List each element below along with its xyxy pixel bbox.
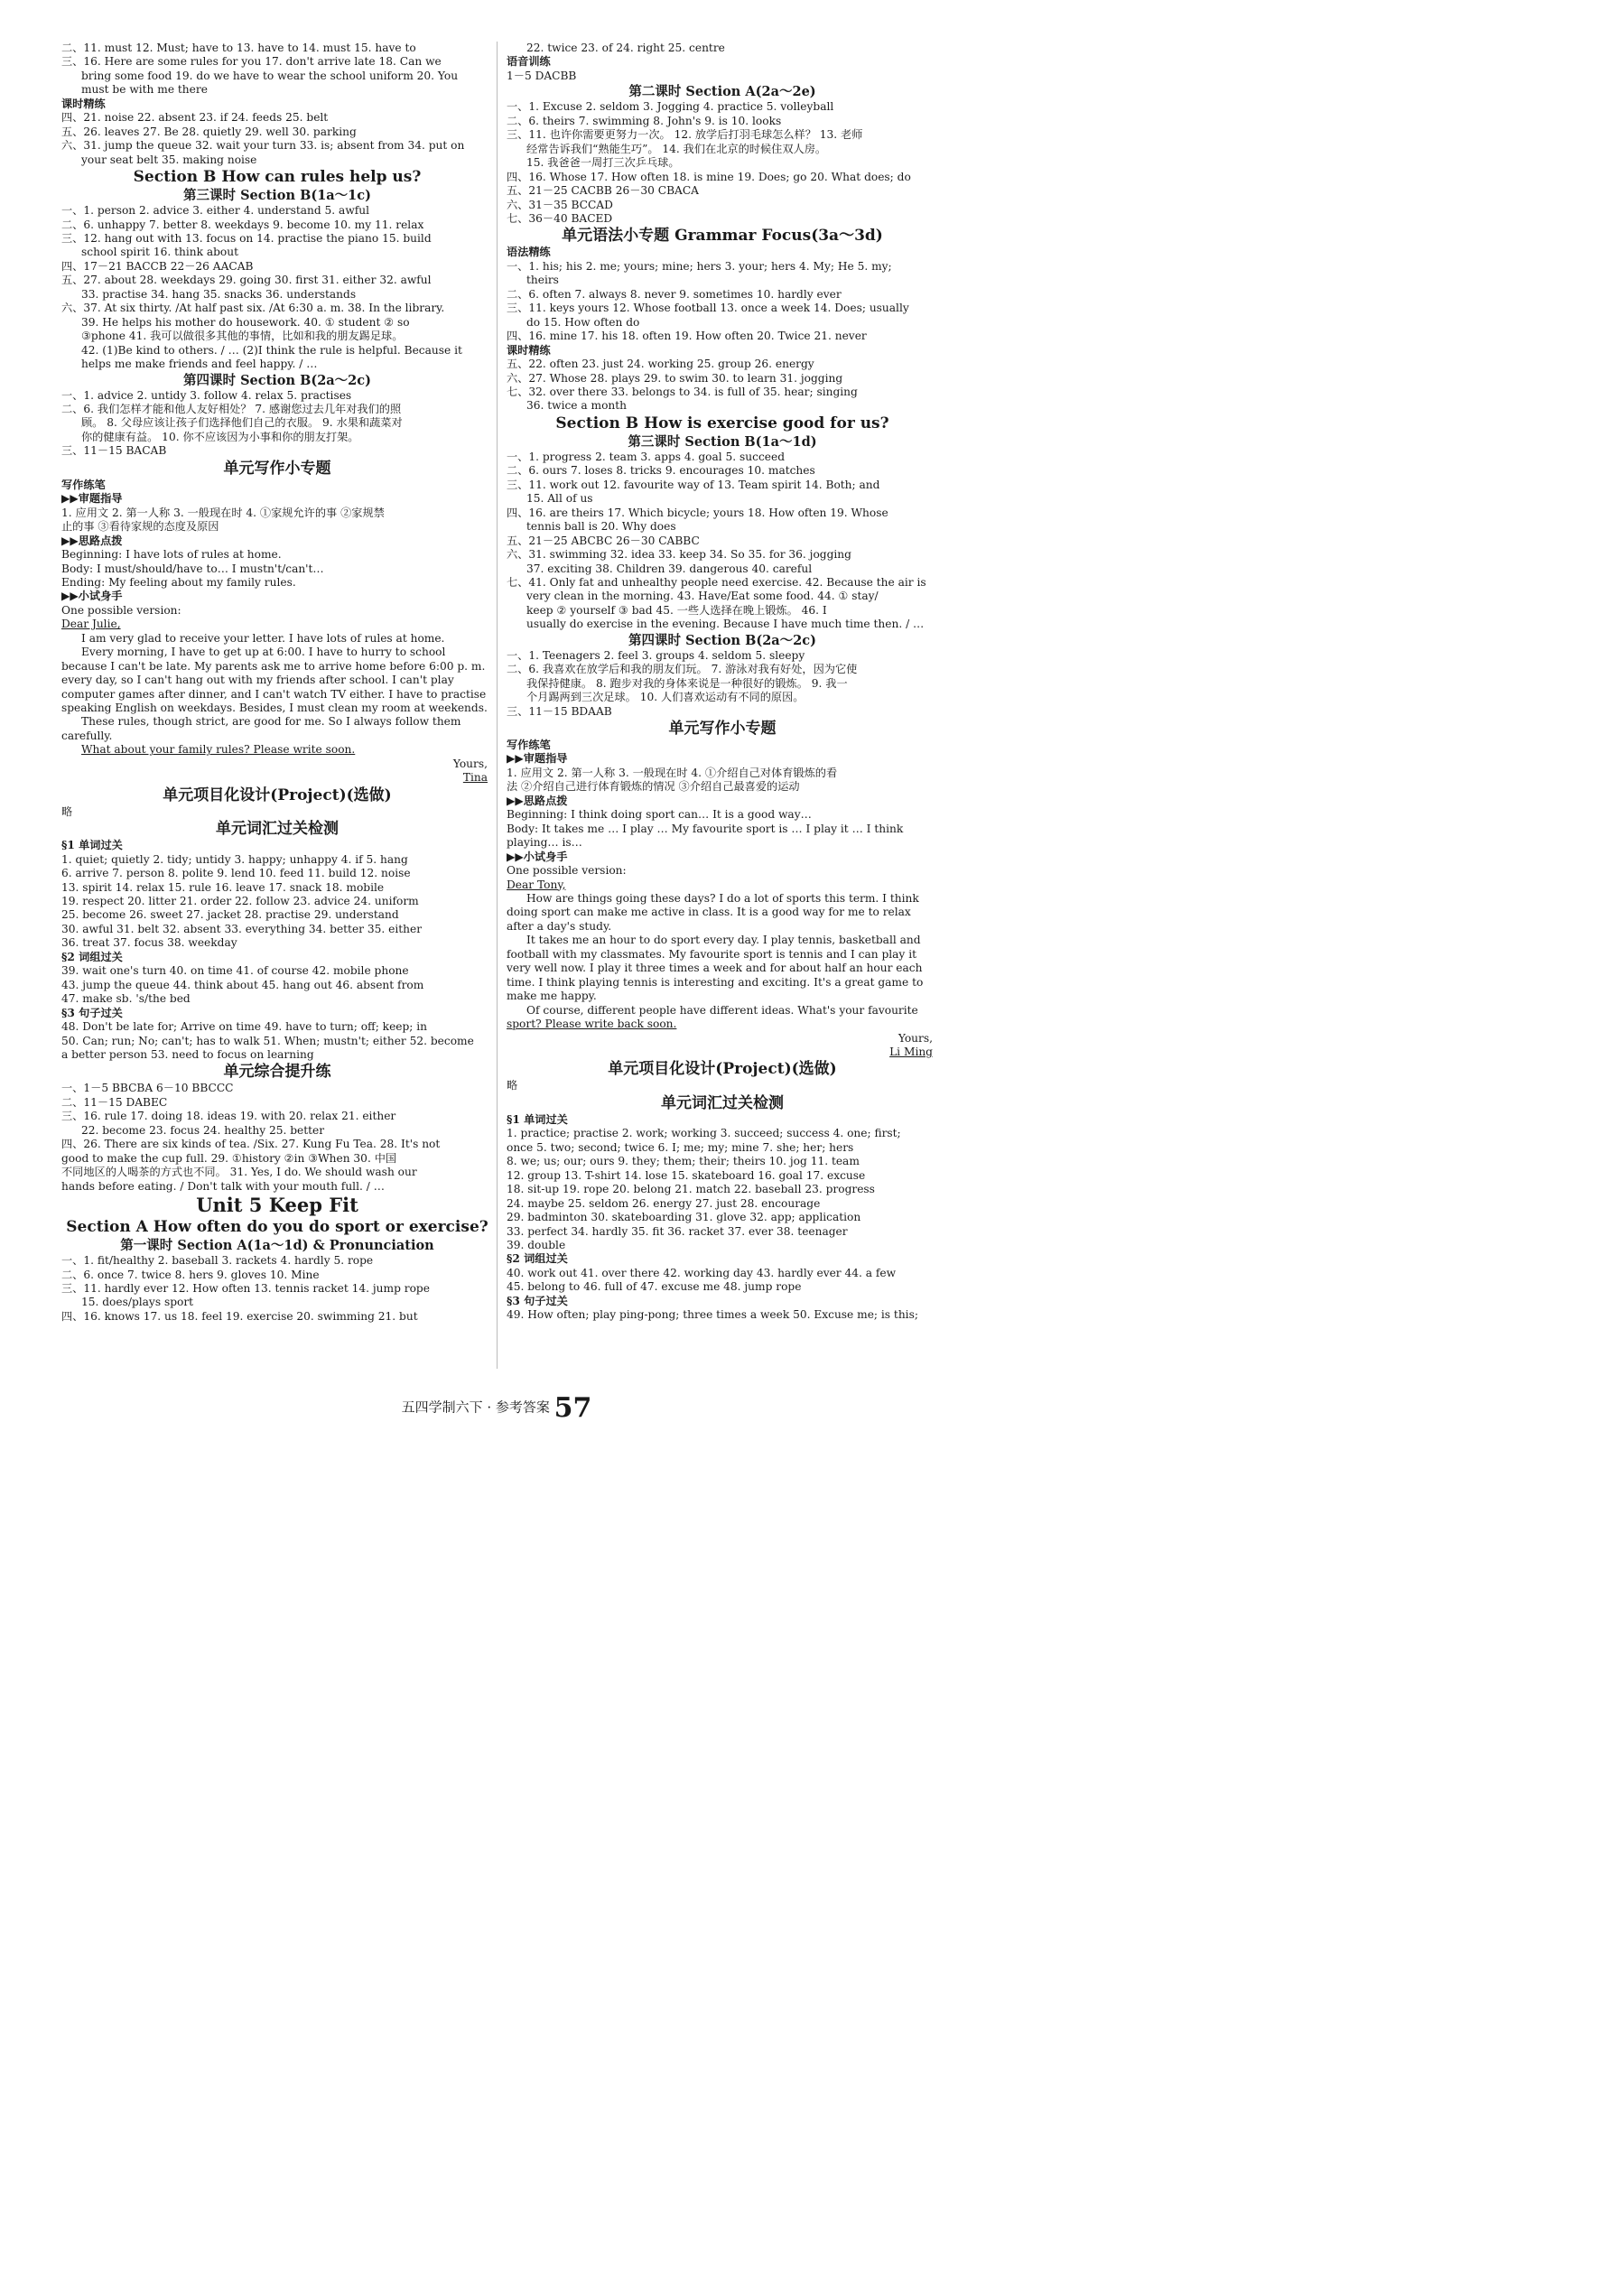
text-line: These rules, though strict, are good for me. So I always follow them xyxy=(81,715,461,729)
text-line: 我保持健康。 8. 跑步对我的身体来说是一种很好的锻炼。 9. 我一 xyxy=(526,676,848,690)
text-line: 四、26. There are six kinds of tea. /Six. 27. Kung Fu Tea. 28. It's not xyxy=(61,1138,441,1151)
text-line: Body: I must/should/have to… I mustn't/can't… xyxy=(61,562,324,575)
text-line: I am very glad to receive your letter. I have lots of rules at home. xyxy=(81,631,445,645)
lesson-heading: 第二课时 Section A(2a～2e) xyxy=(628,84,816,100)
text-line: 13. spirit 14. relax 15. rule 16. leave 17. snack 18. mobile xyxy=(61,880,385,894)
text-line: 六、31－35 BCCAD xyxy=(507,198,613,211)
subsection-label: ▶▶审题指导 xyxy=(61,492,123,506)
text-line: 8. we; us; our; ours 9. they; them; their; theirs 10. jog 11. team xyxy=(507,1155,860,1168)
text-line: very well now. I play it three times a week and for about half an hour each xyxy=(507,962,923,975)
text-line: 39. double xyxy=(507,1238,566,1251)
text-line: 1. practice; practise 2. work; working 3. succeed; success 4. one; first; xyxy=(507,1127,901,1140)
text-line: 43. jump the queue 44. think about 45. hang out 46. absent from xyxy=(61,978,424,991)
text-line: 45. belong to 46. full of 47. excuse me 48. jump rope xyxy=(507,1280,802,1294)
text-line: 顾。 8. 父母应该让孩子们选择他们自己的衣服。 9. 水果和蔬菜对 xyxy=(81,416,403,430)
text-line: 40. work out 41. over there 42. working day 43. hardly ever 44. a few xyxy=(507,1266,897,1279)
text-line: 33. practise 34. hang 35. snacks 36. understands xyxy=(81,287,357,301)
text-line: Every morning, I have to get up at 6:00. I have to hurry to school xyxy=(81,646,446,659)
column-divider xyxy=(497,42,498,1369)
text-line: school spirit 16. think about xyxy=(81,246,238,259)
text-line: Ending: My feeling about my family rules. xyxy=(61,575,296,589)
subsection-label: 写作练笔 xyxy=(507,739,551,752)
text-line: helps me make friends and feel happy. / … xyxy=(81,358,318,371)
text-line: once 5. two; second; twice 6. I; me; my; mine 7. she; her; hers xyxy=(507,1140,854,1154)
text-line: 30. awful 31. belt 32. absent 33. everything 34. better 35. either xyxy=(61,922,423,935)
text-line: 22. become 23. focus 24. healthy 25. better xyxy=(81,1123,325,1137)
subsection-label: 课时精练 xyxy=(507,343,551,357)
text-line: 48. Don't be late for; Arrive on time 49. have to turn; off; keep; in xyxy=(61,1020,428,1034)
text-line: 1. quiet; quietly 2. tidy; untidy 3. happy; unhappy 4. if 5. hang xyxy=(61,852,408,866)
text-line: 四、17－21 BACCB 22－26 AACAB xyxy=(61,259,254,273)
text-line: 四、16. knows 17. us 18. feel 19. exercise 20. swimming 21. but xyxy=(61,1309,418,1323)
text-line: 二、6. 我喜欢在放学后和我的朋友们玩。 7. 游泳对我有好处，因为它使 xyxy=(507,663,858,676)
text-line: 五、21－25 ABCBC 26－30 CABBC xyxy=(507,534,700,547)
text-line: 四、21. noise 22. absent 23. if 24. feeds 25. belt xyxy=(61,111,329,125)
subsection-label: ▶▶思路点拨 xyxy=(61,534,123,547)
text-line: 二、6. often 7. always 8. never 9. sometimes 10. hardly ever xyxy=(507,287,842,301)
text-line: Tina xyxy=(462,771,488,785)
text-line: 三、11. 也许你需要更努力一次。 12. 放学后打羽毛球怎么样？ 13. 老师 xyxy=(507,128,863,142)
text-line: How are things going these days? I do a lot of sports this term. I think xyxy=(526,892,919,906)
subsection-label: §2 词组过关 xyxy=(61,950,123,963)
page-number: 57 xyxy=(553,1392,592,1424)
text-line: 三、11－15 BACAB xyxy=(61,444,167,458)
subsection-label: 语法精练 xyxy=(507,246,551,259)
text-line: 经常告诉我们“熟能生巧”。 14. 我们在北京的时候住双人房。 xyxy=(526,142,827,155)
section-heading: 单元词汇过关检测 xyxy=(661,1093,784,1112)
text-line: 你的健康有益。 10. 你不应该因为小事和你的朋友打架。 xyxy=(81,430,359,443)
subsection-label: §2 词组过关 xyxy=(507,1252,568,1266)
text-line: 49. How often; play ping-pong; three times a week 50. Excuse me; is this; xyxy=(507,1308,918,1322)
text-line: tennis ball is 20. Why does xyxy=(526,520,676,534)
text-line: Beginning: I think doing sport can… It is a good way… xyxy=(507,808,812,822)
text-line: 29. badminton 30. skateboarding 31. glove 32. app; application xyxy=(507,1211,861,1224)
unit-title: Unit 5 Keep Fit xyxy=(196,1194,358,1217)
text-line: 二、6. 我们怎样才能和他人友好相处？ 7. 感谢您过去几年对我们的照 xyxy=(61,402,402,415)
text-line: do 15. How often do xyxy=(526,315,640,329)
text-line: 15. does/plays sport xyxy=(81,1296,194,1309)
text-line: keep ② yourself ③ bad 45. 一些人选择在晚上锻炼。 46. I xyxy=(526,603,827,617)
text-line: because I can't be late. My parents ask me to arrive home before 6:00 p. m. xyxy=(61,659,486,673)
text-line: Dear Julie, xyxy=(61,618,121,631)
text-line: Yours, xyxy=(452,757,488,770)
text-line: 二、11. must 12. Must; have to 13. have to 14. must 15. have to xyxy=(61,42,416,54)
text-line: 五、21－25 CACBB 26－30 CBACA xyxy=(507,184,699,198)
text-line: 6. arrive 7. person 8. polite 9. lend 10. feed 11. build 12. noise xyxy=(61,867,411,880)
section-heading: 单元项目化设计(Project)(选做) xyxy=(163,785,392,804)
text-line: bring some food 19. do we have to wear the school uniform 20. You xyxy=(81,69,459,82)
subsection-label: ▶▶小试身手 xyxy=(61,590,123,603)
lesson-heading: 第一课时 Section A(1a～1d) & Pronunciation xyxy=(120,1238,434,1254)
text-line: 二、6. unhappy 7. better 8. weekdays 9. become 10. my 11. relax xyxy=(61,218,424,231)
text-line: after a day's study. xyxy=(507,919,612,933)
text-line: 五、26. leaves 27. Be 28. quietly 29. well 30. parking xyxy=(61,125,357,138)
text-line: theirs xyxy=(526,274,559,287)
text-line: 22. twice 23. of 24. right 25. centre xyxy=(526,42,725,54)
text-line: 1. 应用文 2. 第一人称 3. 一般现在时 4. ①家规允许的事 ②家规禁 xyxy=(61,506,385,519)
answer-key-page xyxy=(0,0,993,1427)
text-line: 三、11. hardly ever 12. How often 13. tennis racket 14. jump rope xyxy=(61,1281,430,1295)
subsection-label: 语音训练 xyxy=(507,55,551,69)
section-heading: 单元词汇过关检测 xyxy=(216,820,339,839)
text-line: very clean in the morning. 43. Have/Eat some food. 44. ① stay/ xyxy=(526,590,879,603)
text-line: Beginning: I have lots of rules at home. xyxy=(61,548,282,562)
text-line: 37. exciting 38. Children 39. dangerous 40. careful xyxy=(526,562,813,575)
text-line: 四、16. Whose 17. How often 18. is mine 19. Does; go 20. What does; do xyxy=(507,170,911,183)
text-line: 个月踢两到三次足球。 10. 人们喜欢运动有不同的原因。 xyxy=(526,691,805,704)
text-line: ③phone 41. 我可以做很多其他的事情，比如和我的朋友踢足球。 xyxy=(81,330,404,343)
text-line: Of course, different people have different ideas. What's your favourite xyxy=(526,1003,918,1017)
text-line: 一、1. progress 2. team 3. apps 4. goal 5. succeed xyxy=(507,450,786,463)
subsection-label: ▶▶审题指导 xyxy=(507,752,568,766)
text-line: 42. (1)Be kind to others. / … (2)I think the rule is helpful. Because it xyxy=(81,343,462,357)
lesson-heading: 第四课时 Section B(2a～2c) xyxy=(628,632,816,648)
lesson-heading: 第四课时 Section B(2a～2c) xyxy=(183,372,371,388)
text-line: 一、1. advice 2. untidy 3. follow 4. relax 5. practises xyxy=(61,388,352,402)
text-line: 七、41. Only fat and unhealthy people need exercise. 42. Because the air is xyxy=(507,575,926,589)
section-heading: 单元综合提升练 xyxy=(223,1063,331,1082)
text-line: 三、12. hang out with 13. focus on 14. practise the piano 15. build xyxy=(61,231,432,245)
text-line: 1－5 DACBB xyxy=(507,69,577,82)
text-line: every day, so I can't hang out with my friends after school. I can't play xyxy=(61,674,454,687)
text-line: 四、16. are theirs 17. Which bicycle; yours 18. How often 19. Whose xyxy=(507,506,888,519)
text-line: 50. Can; run; No; can't; has to walk 51. When; mustn't; either 52. become xyxy=(61,1034,474,1047)
subsection-label: §3 句子过关 xyxy=(61,1006,123,1019)
text-line: good to make the cup full. 29. ①history ②in ③When 30. 中国 xyxy=(61,1151,397,1165)
text-line: usually do exercise in the evening. Because I have much time then. / … xyxy=(526,618,925,631)
text-line: 止的事 ③看待家规的态度及原因 xyxy=(61,520,219,534)
text-line: 二、11－15 DABEC xyxy=(61,1095,168,1109)
text-line: make me happy. xyxy=(507,990,597,1003)
text-line: 三、11－15 BDAAB xyxy=(507,704,612,718)
text-line: time. I think playing tennis is interesting and exciting. It's a great game to xyxy=(507,975,924,989)
text-line: doing sport can make me active in class. It is a good way for me to relax xyxy=(507,906,911,919)
left-column xyxy=(61,42,493,1324)
text-line: your seat belt 35. making noise xyxy=(81,153,257,166)
text-line: 二、6. ours 7. loses 8. tricks 9. encourages 10. matches xyxy=(507,464,815,478)
section-heading: 单元项目化设计(Project)(选做) xyxy=(608,1060,837,1079)
text-line: carefully. xyxy=(61,729,113,742)
text-line: 六、27. Whose 28. plays 29. to swim 30. to learn 31. jogging xyxy=(507,371,843,385)
text-line: football with my classmates. My favourite sport is tennis and I can play it xyxy=(507,947,916,961)
subsection-label: §3 句子过关 xyxy=(507,1294,568,1307)
text-line: speaking English on weekdays. Besides, I must clean my room at weekends. xyxy=(61,702,488,715)
text-line: 六、37. At six thirty. /At half past six. /At 6:30 a. m. 38. In the library. xyxy=(61,302,445,315)
subsection-label: 课时精练 xyxy=(61,97,106,110)
text-line: 不同地区的人喝茶的方式也不同。 31. Yes, I do. We should wash our xyxy=(61,1166,417,1179)
subsection-label: ▶▶思路点拨 xyxy=(507,794,568,807)
section-heading: Section B How is exercise good for us? xyxy=(555,414,889,432)
text-line: 15. All of us xyxy=(526,492,593,506)
text-line: 一、1. his; his 2. me; yours; mine; hers 3. your; hers 4. My; He 5. my; xyxy=(507,259,892,273)
lesson-heading: 第三课时 Section B(1a～1d) xyxy=(628,433,817,450)
section-heading: Section A How often do you do sport or exercise? xyxy=(66,1218,488,1237)
text-line: 15. 我爸爸一周打三次乒乓球。 xyxy=(526,156,680,170)
text-line: 略 xyxy=(507,1079,518,1092)
text-line: 一、1. person 2. advice 3. either 4. understand 5. awful xyxy=(61,204,370,218)
text-line: 三、16. Here are some rules for you 17. don't arrive late 18. Can we xyxy=(61,55,442,69)
text-line: 39. wait one's turn 40. on time 41. of course 42. mobile phone xyxy=(61,964,409,978)
text-line: 七、32. over there 33. belongs to 34. is full of 35. hear; singing xyxy=(507,385,858,398)
text-line: 33. perfect 34. hardly 35. fit 36. racket 37. ever 38. teenager xyxy=(507,1224,848,1238)
text-line: Yours, xyxy=(898,1031,933,1045)
text-line: 法 ②介绍自己进行体育锻炼的情况 ③介绍自己最喜爱的运动 xyxy=(507,780,800,794)
text-line: 二、6. once 7. twice 8. hers 9. gloves 10. Mine xyxy=(61,1268,320,1281)
text-line: 四、16. mine 17. his 18. often 19. How often 20. Twice 21. never xyxy=(507,330,867,343)
text-line: 一、1. fit/healthy 2. baseball 3. rackets 4. hardly 5. rope xyxy=(61,1254,374,1268)
text-line: 47. make sb. 's/the bed xyxy=(61,992,191,1006)
text-line: 25. become 26. sweet 27. jacket 28. practise 29. understand xyxy=(61,908,399,922)
text-line: 略 xyxy=(61,804,73,818)
right-column xyxy=(507,42,938,1323)
text-line: 1. 应用文 2. 第一人称 3. 一般现在时 4. ①介绍自己对体育锻炼的看 xyxy=(507,766,838,779)
text-line: Li Ming xyxy=(889,1046,933,1058)
text-line: One possible version: xyxy=(61,603,181,617)
subsection-label: 写作练笔 xyxy=(61,478,106,491)
text-line: 一、1. Teenagers 2. feel 3. groups 4. seldom 5. sleepy xyxy=(507,648,805,662)
text-line: 一、1－5 BBCBA 6－10 BBCCC xyxy=(61,1082,234,1095)
section-heading: Section B How can rules help us? xyxy=(133,168,422,187)
text-line: must be with me there xyxy=(81,83,208,97)
text-line: Body: It takes me … I play … My favourite sport is … I play it … I think xyxy=(507,822,904,835)
text-line: 六、31. jump the queue 32. wait your turn 33. is; absent from 34. put on xyxy=(61,139,465,153)
footer-label: 五四学制六下 · 参考答案 xyxy=(401,1399,550,1416)
section-heading: 单元语法小专题 Grammar Focus(3a～3d) xyxy=(562,227,883,246)
text-line: 24. maybe 25. seldom 26. energy 27. just 28. encourage xyxy=(507,1196,821,1210)
text-line: 39. He helps his mother do housework. 40. ① student ② so xyxy=(81,315,410,329)
text-line: Dear Tony, xyxy=(507,878,566,891)
section-heading: 单元写作小专题 xyxy=(223,459,331,478)
text-line: 七、36－40 BACED xyxy=(507,211,613,225)
text-line: a better person 53. need to focus on learning xyxy=(61,1048,314,1061)
text-line: 六、31. swimming 32. idea 33. keep 34. So 35. for 36. jogging xyxy=(507,548,851,562)
text-line: 五、22. often 23. just 24. working 25. group 26. energy xyxy=(507,358,814,371)
text-line: 19. respect 20. litter 21. order 22. follow 23. advice 24. uniform xyxy=(61,895,419,908)
text-line: What about your family rules? Please write soon. xyxy=(81,743,356,757)
lesson-heading: 第三课时 Section B(1a～1c) xyxy=(183,188,371,204)
subsection-label: §1 单词过关 xyxy=(507,1112,568,1126)
section-heading: 单元写作小专题 xyxy=(668,720,777,739)
text-line: 二、6. theirs 7. swimming 8. John's 9. is 10. looks xyxy=(507,114,782,127)
text-line: 12. group 13. T-shirt 14. lose 15. skateboard 16. goal 17. excuse xyxy=(507,1168,866,1182)
text-line: hands before eating. / Don't talk with your mouth full. / … xyxy=(61,1179,385,1193)
text-line: 36. twice a month xyxy=(526,399,628,413)
text-line: sport? Please write back soon. xyxy=(507,1018,677,1031)
text-line: 一、1. Excuse 2. seldom 3. Jogging 4. practice 5. volleyball xyxy=(507,100,834,114)
text-line: One possible version: xyxy=(507,864,627,878)
subsection-label: §1 单词过关 xyxy=(61,839,123,852)
page-footer xyxy=(0,1392,993,1424)
text-line: 36. treat 37. focus 38. weekday xyxy=(61,936,237,950)
text-line: computer games after dinner, and I can't watch TV either. I have to practise xyxy=(61,687,487,701)
text-line: 五、27. about 28. weekdays 29. going 30. first 31. either 32. awful xyxy=(61,274,432,287)
text-line: 三、16. rule 17. doing 18. ideas 19. with 20. relax 21. either xyxy=(61,1110,396,1123)
text-line: playing… is… xyxy=(507,836,582,850)
subsection-label: ▶▶小试身手 xyxy=(507,850,568,863)
text-line: 18. sit-up 19. rope 20. belong 21. match 22. baseball 23. progress xyxy=(507,1183,875,1196)
text-line: 三、11. keys yours 12. Whose football 13. once a week 14. Does; usually xyxy=(507,302,909,315)
text-line: 三、11. work out 12. favourite way of 13. Team spirit 14. Both; and xyxy=(507,478,880,491)
text-line: It takes me an hour to do sport every day. I play tennis, basketball and xyxy=(526,934,921,947)
